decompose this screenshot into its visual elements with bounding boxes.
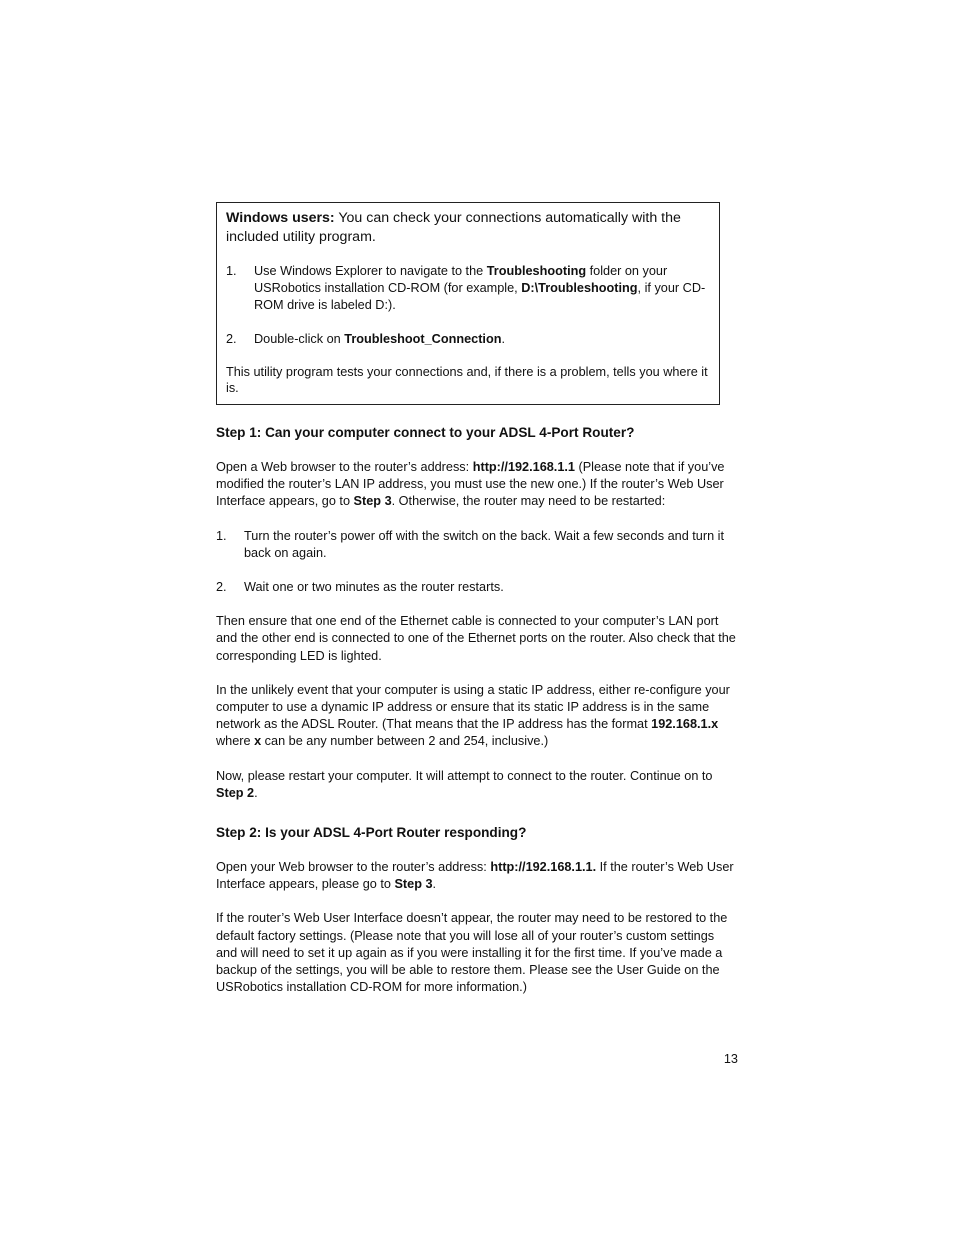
ip-variable: x (254, 734, 262, 749)
note-step-text: , if your CD-ROM drive is labeled D:). (254, 281, 706, 312)
step1-paragraph-1 (216, 459, 738, 511)
step3-reference: Step 3 (353, 494, 392, 509)
paragraph-text: . (432, 877, 437, 892)
paragraph-text: can be any number between 2 and 254, inclusive.) (261, 734, 549, 749)
note-step-item (226, 331, 710, 348)
note-step-number: 1. (226, 264, 237, 278)
paragraph-text: Now, please restart your computer. It will attempt to connect to the router. Continue on to (216, 768, 713, 783)
paragraph-text: In the unlikely event that your computer is using a static IP address, either re-configure your computer to use a dynamic IP address or ensure that its static IP address is in the same network as the ADSL Router. (That means that the IP address has the format (216, 682, 730, 732)
note-step-item (226, 263, 710, 314)
step2-heading: Step 2: Is your ADSL 4-Port Router responding? (216, 825, 527, 841)
paragraph-text: . (254, 785, 258, 800)
restart-step-item (216, 528, 738, 562)
paragraph-text: (Please note that if you’ve modified the router’s LAN IP address, you must use the new one.) If the router’s Web User Interface appears, go to (216, 460, 725, 509)
note-intro (226, 209, 710, 247)
paragraph-text: Open a Web browser to the router’s address: (216, 460, 473, 474)
paragraph-text: Open your Web browser to the router’s address: (216, 860, 491, 875)
step1-paragraph-2: Then ensure that one end of the Ethernet cable is connected to your computer’s LAN port and the other end is connected to one of the Ethernet ports on the router. Also check that the corresponding LED is lighted. (216, 614, 736, 663)
note-steps-list (226, 263, 710, 348)
note-step-text: Use Windows Explorer to navigate to the (254, 264, 487, 278)
note-footer: This utility program tests your connections and, if there is a problem, tells you where it is. (226, 365, 708, 395)
restart-step-number: 1. (216, 528, 227, 543)
troubleshoot-program-name: Troubleshoot_Connection (344, 332, 502, 346)
note-step-text: folder on your USRobotics installation CD-ROM (for example, (254, 264, 668, 295)
router-address: http://192.168.1.1. (490, 860, 597, 875)
step3-reference: Step 3 (394, 877, 433, 892)
restart-step-item (216, 579, 738, 596)
troubleshooting-path: D:\Troubleshooting (521, 281, 638, 295)
restart-step-number: 2. (216, 580, 227, 595)
paragraph-text: If the router’s Web User Interface appears, please go to (216, 860, 734, 892)
restart-steps-list (216, 528, 738, 597)
step1-paragraph-4 (216, 768, 738, 802)
paragraph-text: . Otherwise, the router may need to be restarted: (391, 494, 666, 509)
router-address: http://192.168.1.1 (472, 460, 575, 474)
main-content (216, 424, 738, 1013)
step2-reference: Step 2 (216, 785, 255, 800)
step1-paragraph-3 (216, 682, 738, 751)
step1-heading: Step 1: Can your computer connect to your ADSL 4-Port Router? (216, 425, 635, 440)
note-step-number: 2. (226, 332, 237, 346)
ip-format: 192.168.1.x (651, 717, 719, 732)
restart-step-text: Wait one or two minutes as the router restarts. (244, 580, 504, 595)
note-step-text: . (501, 332, 505, 346)
note-step-text: Double-click on (254, 332, 345, 346)
troubleshooting-folder-name: Troubleshooting (486, 264, 587, 278)
step2-paragraph-2: If the router’s Web User Interface doesn’t appear, the router may need to be restored to the default factory settings. (Please note that you will lose all of your router’s custom settings and will need to set it up again as if you were installing it for the first time. If you’ve made a backup of the settings, you will be able to restore them. Please see the User Guide on the USRobotics installation CD-ROM for more information.) (216, 911, 728, 995)
paragraph-text: where (216, 734, 255, 749)
note-intro-text: You can check your connections automatically with the included utility program. (226, 210, 681, 245)
note-intro-label: Windows users: (226, 210, 335, 226)
windows-users-note-box (216, 202, 720, 405)
page-number: 13 (723, 1052, 738, 1066)
restart-step-text: Turn the router’s power off with the switch on the back. Wait a few seconds and turn it back on again. (244, 528, 725, 560)
step2-paragraph-1 (216, 859, 738, 893)
